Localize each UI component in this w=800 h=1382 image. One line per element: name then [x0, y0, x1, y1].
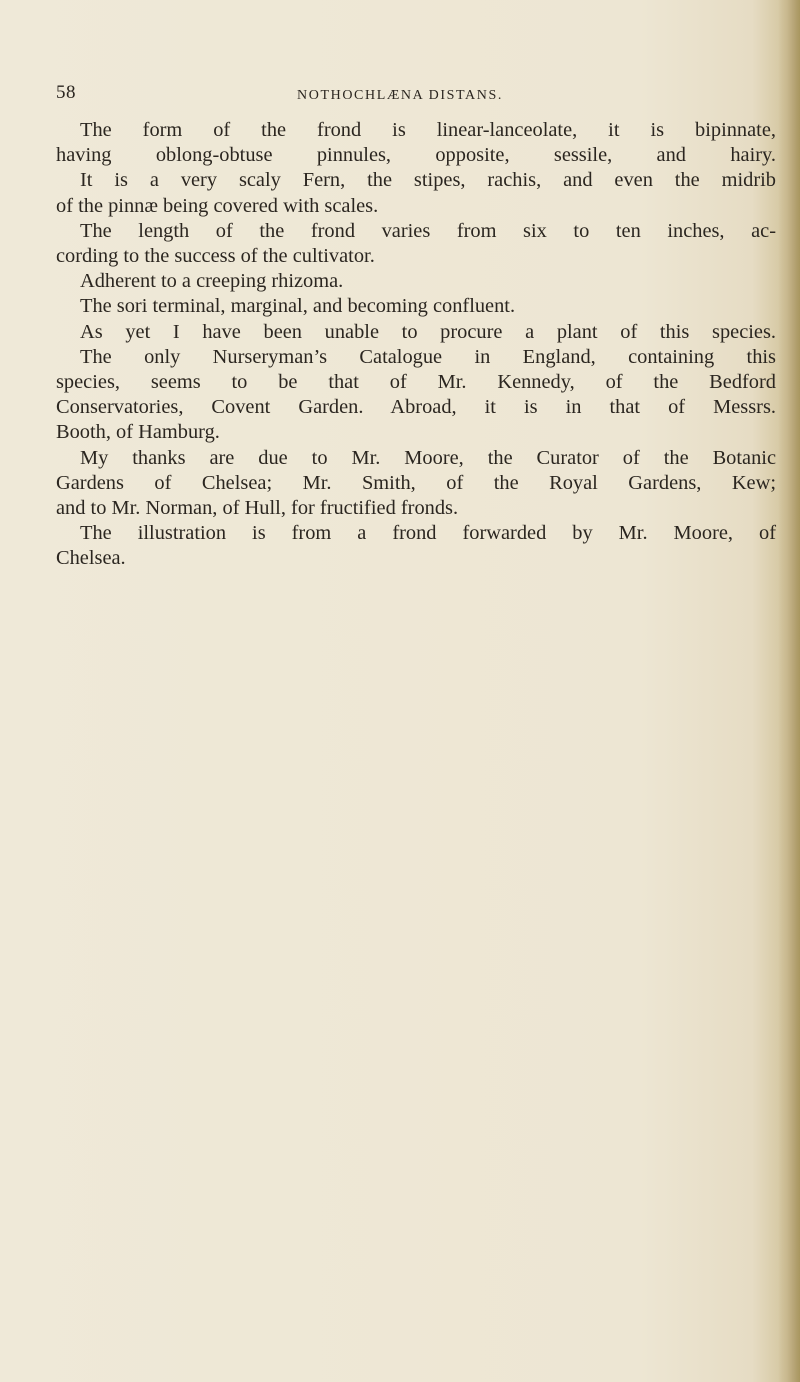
text-line: My thanks are due to Mr. Moore, the Curator of the Botanic: [80, 446, 776, 469]
page-edge: [778, 0, 800, 1382]
text-line: The length of the frond varies from six to ten inches, ac-: [80, 219, 776, 242]
text-line: The only Nurseryman’s Catalogue in England, containing this: [80, 345, 776, 368]
text-line: Booth, of Hamburg.: [56, 421, 220, 444]
text-line: having oblong-obtuse pinnules, opposite, sessile, and hairy.: [56, 144, 776, 167]
text-line: The illustration is from a frond forwarded by Mr. Moore, of: [80, 522, 776, 545]
page-number: 58: [56, 82, 76, 103]
text-line: Gardens of Chelsea; Mr. Smith, of the Royal Gardens, Kew;: [56, 471, 776, 494]
text-line: As yet I have been unable to procure a plant of this species.: [80, 320, 776, 343]
text-line: species, seems to be that of Mr. Kennedy, of the Bedford: [56, 371, 776, 394]
text-line: Conservatories, Covent Garden. Abroad, it is in that of Messrs.: [56, 396, 776, 419]
text-line: Chelsea.: [56, 547, 126, 570]
text-line: Adherent to a creeping rhizoma.: [80, 270, 344, 293]
text-line: The form of the frond is linear-lanceolate, it is bipinnate,: [80, 119, 776, 141]
text-line: It is a very scaly Fern, the stipes, rachis, and even the midrib: [80, 169, 776, 192]
text-line: cording to the success of the cultivator.: [56, 245, 375, 268]
text-line: and to Mr. Norman, of Hull, for fructified fronds.: [56, 497, 459, 520]
text-line: The sori terminal, marginal, and becoming confluent.: [80, 295, 516, 318]
body-text: [56, 118, 776, 572]
running-head: NOTHOCHLÆNA DISTANS.: [297, 88, 503, 103]
text-line: of the pinnæ being covered with scales.: [56, 194, 379, 217]
